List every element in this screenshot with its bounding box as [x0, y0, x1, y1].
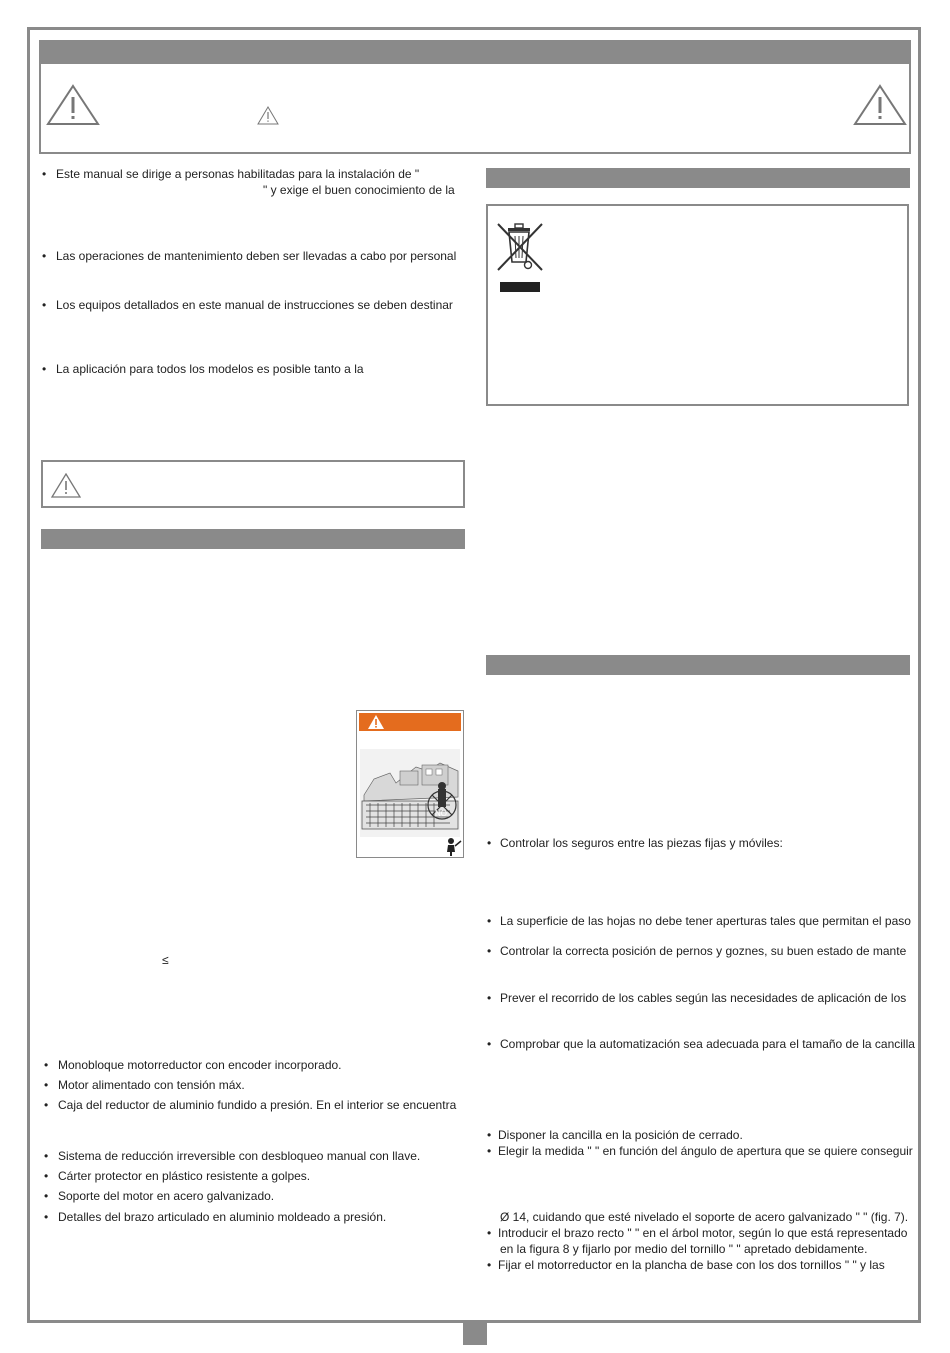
install-step: en la figura 8 y fijarlo por medio del tornillo " " apretado debidamente. [500, 1242, 868, 1256]
top-warning-box [39, 40, 911, 154]
bullet: • [487, 914, 492, 928]
install-step: Disponer la cancilla en la posición de cerrado. [498, 1128, 743, 1142]
bullet: • [42, 362, 47, 376]
bullet: • [42, 249, 47, 263]
feature-item: Detalles del brazo articulado en aluminio moldeado a presión. [58, 1210, 387, 1224]
section-header-bar [486, 655, 910, 675]
warning-triangle-icon [367, 714, 385, 730]
bullet: • [44, 1058, 49, 1072]
feature-item: Caja del reductor de aluminio fundido a presión. En el interior se encuentra [58, 1098, 457, 1112]
paragraph-line: Este manual se dirige a personas habilitadas para la instalación de " [56, 167, 420, 181]
check-item: Comprobar que la automatización sea adecuada para el tamaño de la cancilla [500, 1037, 915, 1051]
check-item: La superficie de las hojas no debe tener aperturas tales que permitan el paso [500, 914, 911, 928]
bullet: • [42, 167, 47, 181]
bullet: • [487, 1144, 492, 1158]
warning-triangle-icon [853, 84, 907, 126]
install-step: Fijar el motorreductor en la plancha de base con los dos tornillos " " y las [498, 1258, 885, 1272]
feature-item: Sistema de reducción irreversible con desbloqueo manual con llave. [58, 1149, 421, 1163]
bullet: • [487, 836, 492, 850]
page-number-tab [463, 1323, 487, 1345]
warning-triangle-icon [51, 473, 81, 498]
check-item: Controlar la correcta posición de pernos y goznes, su buen estado de mante [500, 944, 907, 958]
paragraph-line: Las operaciones de mantenimiento deben ser llevadas a cabo por personal [56, 249, 457, 263]
bullet: • [44, 1078, 49, 1092]
section-header-bar [41, 529, 465, 549]
check-item: Prever el recorrido de los cables según las necesidades de aplicación de los [500, 991, 907, 1005]
caution-box [41, 460, 465, 508]
no-label: NO [435, 809, 447, 818]
leq-symbol: ≤ [162, 953, 169, 967]
bullet: • [44, 1169, 49, 1183]
paragraph-line: " y exige el buen conocimiento de la [263, 183, 455, 197]
install-step: Introducir el brazo recto " " en el árbol motor, según lo que está representado [498, 1226, 908, 1240]
feature-item: Monobloque motorreductor con encoder incorporado. [58, 1058, 342, 1072]
warning-triangle-icon [46, 84, 100, 126]
top-warning-header-bar [41, 42, 909, 64]
bullet: • [42, 298, 47, 312]
section-header-bar [486, 168, 910, 188]
feature-item: Motor alimentado con tensión máx. [58, 1078, 245, 1092]
feature-item: Soporte del motor en acero galvanizado. [58, 1189, 275, 1203]
danger-pictogram [356, 710, 464, 858]
install-step: Ø 14, cuidando que esté nivelado el soporte de acero galvanizado " " (fig. 7). [500, 1210, 909, 1224]
bullet: • [44, 1149, 49, 1163]
bullet: • [487, 1258, 492, 1272]
paragraph-line: La aplicación para todos los modelos es posible tanto a la [56, 362, 364, 376]
bullet: • [487, 1037, 492, 1051]
bullet: • [487, 1128, 492, 1142]
install-step: Elegir la medida " " en función del ángulo de apertura que se quiere conseguir [498, 1144, 913, 1158]
bullet: • [44, 1210, 49, 1224]
feature-item: Cárter protector en plástico resistente a golpes. [58, 1169, 311, 1183]
check-item: Controlar los seguros entre las piezas fijas y móviles: [500, 836, 783, 850]
weee-crossed-bin-icon [494, 220, 546, 294]
gate-illustration [360, 749, 460, 837]
bullet: • [487, 1226, 492, 1240]
bullet: • [487, 944, 492, 958]
bullet: • [44, 1098, 49, 1112]
small-warning-triangle-icon [257, 106, 279, 125]
disposal-info-box [486, 204, 909, 406]
bullet: • [44, 1189, 49, 1203]
child-pictogram-icon [443, 837, 463, 857]
bullet: • [487, 991, 492, 1005]
paragraph-line: Los equipos detallados en este manual de instrucciones se deben destinar [56, 298, 453, 312]
